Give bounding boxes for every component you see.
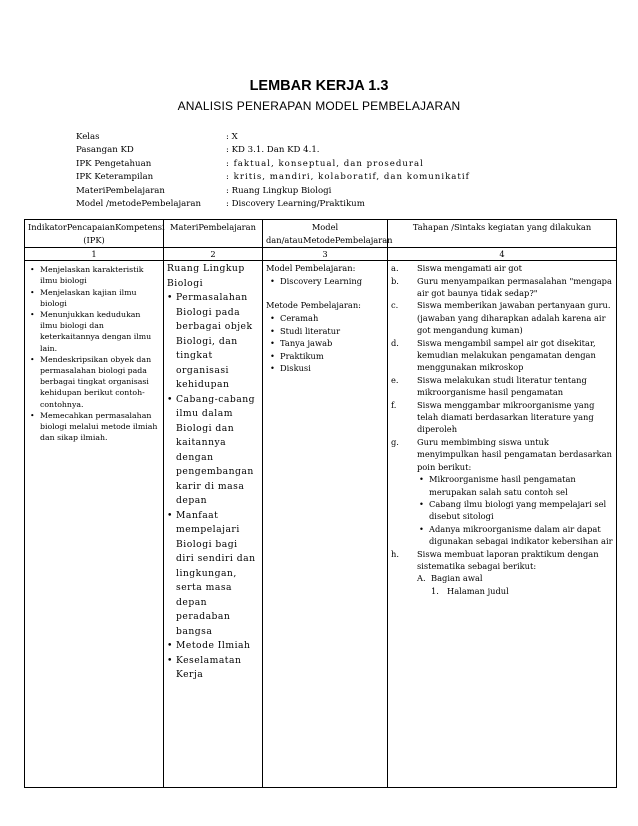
list-item: • Permasalahan Biologi pada berbagai objek Biologi, dan tingkat organisasi kehidupan [167,291,259,393]
list-item: • Mendeskripsikan obyek dan permasalahan biologi pada berbagai tingkat organisasi kehidupan berikut contoh-contohnya. [28,354,160,410]
meta-row-kelas [76,131,470,144]
list-item: • Diskusi [266,362,384,375]
step-item [391,374,613,399]
model-list [266,275,384,288]
step-item [391,262,613,274]
step-item [391,436,613,548]
meta-value: : faktual, konseptual, dan prosedural [226,158,424,169]
meta-value: : Ruang Lingkup Biologi [226,185,332,196]
step-text: Guru menyampaikan permasalahan "mengapa air got baunya tidak sedap?" [417,275,612,298]
subsection-text: Halaman judul [447,585,509,596]
method-list [266,312,384,375]
list-item: • Menunjukkan kedudukan ilmu biologi dan keterkaitannya dengan ilmu lain. [28,309,160,354]
section-text: Bagian awal [431,573,483,584]
list-item: • Praktikum [266,350,384,363]
list-item: • Ceramah [266,312,384,325]
ipk-cell [25,261,164,788]
step-text: Siswa membuat laporan praktikum dengan sistematika sebagai berikut: [417,548,599,571]
meta-key: Model /metodePembelajaran [76,198,202,209]
step-label: h. [391,548,399,559]
list-item: • Discovery Learning [266,275,384,288]
list-item: • Cabang-cabang ilmu dalam Biologi dan kaitannya dengan pengembangan karir di masa depan [167,393,259,509]
method-label: Metode Pembelajaran: [266,300,361,311]
meta-key: MateriPembelajaran [76,185,165,196]
meta-row-model [76,198,470,211]
meta-value: : KD 3.1. Dan KD 4.1. [226,145,320,156]
column-number: 3 [263,248,388,261]
meta-row-ipk-keterampilan [76,171,470,184]
report-section [417,572,613,584]
page-subtitle: ANALISIS PENERAPAN MODEL PEMBELAJARAN [177,99,461,113]
step-label: d. [391,337,399,348]
step-text: Siswa mengamati air got [417,263,522,274]
list-item: • Adanya mikroorganisme dalam air dapat digunakan sebagai indikator kebersihan air [417,523,613,548]
header-materi: MateriPembelajaran [164,220,263,248]
list-item: • Mikroorganisme hasil pengamatan merupakan salah satu contoh sel [417,473,613,498]
step-text: Siswa menggambar mikroorganisme yang telah diamati berdasarkan literature yang diperoleh [417,399,595,435]
meta-key: IPK Keterampilan [76,172,154,183]
table-number-row [25,248,617,261]
ipk-list [28,264,160,443]
table-row [25,261,617,788]
step-label: c. [391,300,399,311]
list-item: • Metode Ilmiah [167,639,259,654]
model-cell [263,261,388,788]
step-label: b. [391,275,399,286]
materi-lead: Ruang Lingkup Biologi [167,263,245,289]
meta-key: Pasangan KD [76,145,134,156]
meta-row-ipk-pengetahuan [76,158,470,171]
step-item [391,299,613,336]
list-item: • Menjelaskan karakteristik ilmu biologi [28,264,160,286]
step-item [391,337,613,374]
worksheet-table [24,219,617,788]
meta-value: : Discovery Learning/Praktikum [226,198,365,209]
column-number: 1 [25,248,164,261]
section-label: A. [417,573,426,584]
page-title: LEMBAR KERJA 1.3 [249,78,389,94]
tahapan-cell [388,261,617,788]
column-number: 4 [388,248,617,261]
conclusion-list [417,473,613,547]
step-text: Siswa melakukan studi literatur tentang mikroorganisme hasil pengamatan [417,374,587,398]
model-label: Model Pembelajaran: [266,263,356,274]
list-item: • Memecahkan permasalahan biologi melalui metode ilmiah dan sikap ilmiah. [28,410,160,444]
list-item: • Studi literatur [266,325,384,338]
step-item [391,399,613,436]
step-label: f. [391,399,397,410]
report-subsection [417,585,613,597]
header-tahapan: Tahapan /Sintaks kegiatan yang dilakukan [388,220,617,248]
list-item: • Tanya jawab [266,337,384,350]
list-item: • Keselamatan Kerja [167,654,259,683]
materi-cell [164,261,263,788]
step-text: Guru membimbing siswa untuk menyimpulkan hasil pengamatan berdasarkan poin berikut: [417,436,612,472]
step-text: Siswa memberikan jawaban pertanyaan guru. (jawaban yang diharapkan adalah karena air got mengandung kuman) [417,300,611,336]
meta-info [76,131,470,211]
header-model: Model dan/atauMetodePembelajaran [263,220,388,248]
meta-key: IPK Pengetahuan [76,158,152,169]
list-item: • Cabang ilmu biologi yang mempelajari sel disebut sitologi [417,498,613,523]
step-label: g. [391,436,399,447]
meta-row-kd [76,144,470,157]
meta-value: : kritis, mandiri, kolaboratif, dan komunikatif [226,172,470,183]
list-item: • Menjelaskan kajian ilmu biologi [28,287,160,309]
step-label: e. [391,374,399,385]
list-item: • Manfaat mempelajari Biologi bagi diri sendiri dan lingkungan, serta masa depan peradaban bangsa [167,509,259,640]
table-header-row [25,220,617,248]
materi-list [167,291,259,683]
meta-value: : X [226,132,238,142]
step-item [391,275,613,300]
meta-key: Kelas [76,132,100,142]
meta-row-materi [76,185,470,198]
step-item [391,548,613,598]
header-ipk: IndikatorPencapaianKompetensi (IPK) [25,220,164,248]
step-text: Siswa mengambil sampel air got disekitar, kemudian melakukan pengamatan dengan menggunakan mikroskop [417,337,596,373]
column-number: 2 [164,248,263,261]
step-label: a. [391,263,399,274]
subsection-label: 1. [431,585,439,596]
